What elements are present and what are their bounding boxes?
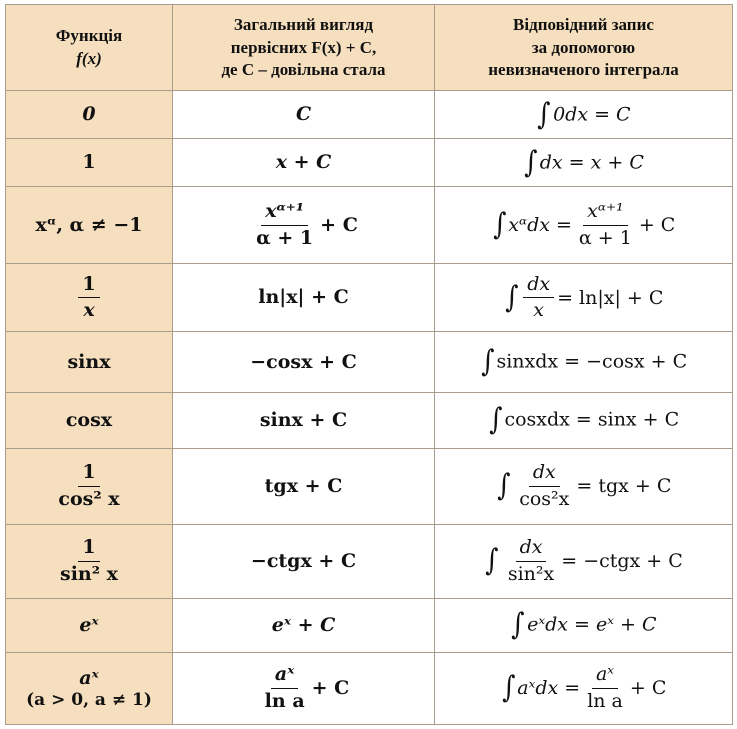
integral-text: sinxdx = −cosx + C: [496, 350, 688, 373]
integral-sign: ∫: [524, 144, 538, 180]
fraction-denominator: cos² x: [58, 487, 120, 510]
function-text: 0: [82, 103, 96, 126]
general-form-text: −cosx + C: [250, 350, 357, 373]
fraction-denominator: ln a: [587, 689, 623, 712]
function-cell: [6, 652, 173, 724]
general-form-text: ln|x| + C: [258, 286, 349, 309]
fraction-denominator: x: [533, 299, 544, 322]
integral-cell: [435, 524, 733, 598]
integral-tail: + C: [629, 677, 667, 699]
general-form-text: −ctgx + C: [250, 549, 357, 572]
fraction-numerator: 1: [78, 274, 99, 299]
header-general-line: де C – довільна стала: [221, 59, 386, 79]
general-form-cell: [173, 264, 435, 332]
integral-sign: ∫: [485, 543, 499, 579]
general-form-text: C: [295, 103, 312, 126]
header-function-line: Функція: [55, 26, 123, 46]
integral-fraction: [575, 201, 636, 250]
header-integral: [435, 5, 733, 91]
function-text: sinx: [67, 350, 111, 373]
function-fraction: [54, 462, 123, 511]
header-function-line: f(x): [76, 48, 102, 68]
general-form-text: x + C: [275, 151, 332, 174]
function-text: cosx: [65, 408, 113, 431]
fraction-denominator: x: [83, 299, 95, 322]
integral-cell: [435, 332, 733, 392]
integral-fraction: [504, 537, 558, 586]
general-form-cell: [173, 91, 435, 139]
integral-prefix: aˣdx =: [517, 677, 581, 699]
fraction-numerator: aˣ: [271, 664, 298, 689]
general-form-cell: [173, 332, 435, 392]
function-text: 1: [82, 151, 96, 174]
general-form-text: sinx + C: [259, 408, 348, 431]
general-form-text: tgx + C: [264, 474, 343, 497]
integral-sign: ∫: [504, 279, 519, 315]
header-general-line: первісних F(x) + C,: [230, 37, 377, 57]
integral-tail: = ln|x| + C: [557, 286, 664, 309]
integral-sign: ∫: [501, 670, 516, 706]
fraction-numerator: 1: [78, 462, 99, 487]
table-header-row: [6, 5, 733, 91]
integral-text: 0dx = C: [553, 103, 631, 126]
fraction-denominator: sin²x: [507, 562, 555, 585]
header-general-line: Загальний вигляд: [233, 15, 374, 35]
function-cell: [6, 139, 173, 187]
header-integral-line: за допомогою: [531, 37, 636, 57]
header-integral-line: Відповідний запис: [513, 15, 654, 35]
general-form-cell: [173, 448, 435, 524]
integral-cell: [435, 264, 733, 332]
fraction-numerator: dx: [529, 462, 560, 487]
integral-tail: + C: [638, 213, 676, 236]
function-cell: [6, 524, 173, 598]
table-row: [6, 392, 733, 448]
function-cell: [6, 332, 173, 392]
general-form-cell: [173, 139, 435, 187]
function-cell: [6, 448, 173, 524]
integral-cell: [435, 187, 733, 264]
integral-sign: ∫: [496, 468, 511, 504]
fraction-denominator: α + 1: [578, 226, 632, 249]
integral-cell: [435, 392, 733, 448]
table-row: [6, 524, 733, 598]
integral-sign: ∫: [511, 607, 525, 643]
integral-text: cosxdx = sinx + C: [504, 408, 680, 431]
fraction-numerator: 1: [78, 537, 99, 562]
function-text: xᵅ, α ≠ −1: [35, 213, 143, 236]
general-form-cell: [173, 524, 435, 598]
general-form-tail: + C: [311, 677, 350, 699]
table-row: [6, 264, 733, 332]
general-form-cell: [173, 392, 435, 448]
integral-prefix: xᵅdx =: [508, 213, 572, 236]
header-general-form: [173, 5, 435, 91]
table-row: [6, 598, 733, 652]
integral-sign: ∫: [488, 402, 503, 438]
fraction-denominator: cos²x: [519, 487, 570, 510]
integral-fraction: [523, 274, 554, 323]
function-cell: [6, 187, 173, 264]
general-form-cell: [173, 187, 435, 264]
general-form-fraction: [252, 201, 317, 250]
integral-sign: ∫: [537, 96, 551, 132]
header-function: [6, 5, 173, 91]
general-form-text: eˣ + C: [271, 613, 336, 636]
fraction-numerator: dx: [516, 537, 547, 562]
table-row: [6, 448, 733, 524]
header-integral-line: невизначеного інтеграла: [488, 59, 679, 79]
fraction-numerator: dx: [523, 274, 554, 299]
fraction-denominator: sin² x: [60, 562, 118, 585]
table-row: [6, 332, 733, 392]
general-form-cell: [173, 598, 435, 652]
integral-cell: [435, 598, 733, 652]
integral-fraction: [515, 462, 573, 511]
table-row: [6, 187, 733, 264]
function-text: aˣ: [79, 666, 99, 689]
function-cell: [6, 91, 173, 139]
function-text: eˣ: [79, 613, 99, 636]
function-condition: (a > 0, a ≠ 1): [26, 689, 152, 710]
integral-cell: [435, 652, 733, 724]
table-row: [6, 139, 733, 187]
integral-fraction: [583, 664, 627, 713]
integral-text: eˣdx = eˣ + C: [527, 613, 657, 636]
function-fraction: [78, 274, 99, 323]
general-form-cell: [173, 652, 435, 724]
fraction-numerator: aˣ: [592, 664, 618, 689]
function-cell: [6, 598, 173, 652]
antiderivative-table: [5, 4, 733, 725]
integral-tail: = −ctgx + C: [561, 549, 683, 572]
integral-cell: [435, 448, 733, 524]
integral-cell: [435, 91, 733, 139]
table-row: [6, 652, 733, 724]
integral-cell: [435, 139, 733, 187]
integral-text: dx = x + C: [539, 151, 644, 174]
table-row: [6, 91, 733, 139]
function-cell: [6, 264, 173, 332]
integral-tail: = tgx + C: [576, 474, 672, 497]
fraction-numerator: xᵅ⁺¹: [583, 201, 627, 226]
fraction-denominator: ln a: [264, 689, 305, 712]
function-cell: [6, 392, 173, 448]
general-form-tail: + C: [320, 213, 358, 236]
function-fraction: [56, 537, 122, 586]
fraction-numerator: xᵅ⁺¹: [261, 201, 308, 226]
integral-sign: ∫: [492, 207, 507, 243]
general-form-fraction: [261, 664, 309, 713]
fraction-denominator: α + 1: [256, 226, 314, 249]
integral-sign: ∫: [481, 343, 495, 379]
